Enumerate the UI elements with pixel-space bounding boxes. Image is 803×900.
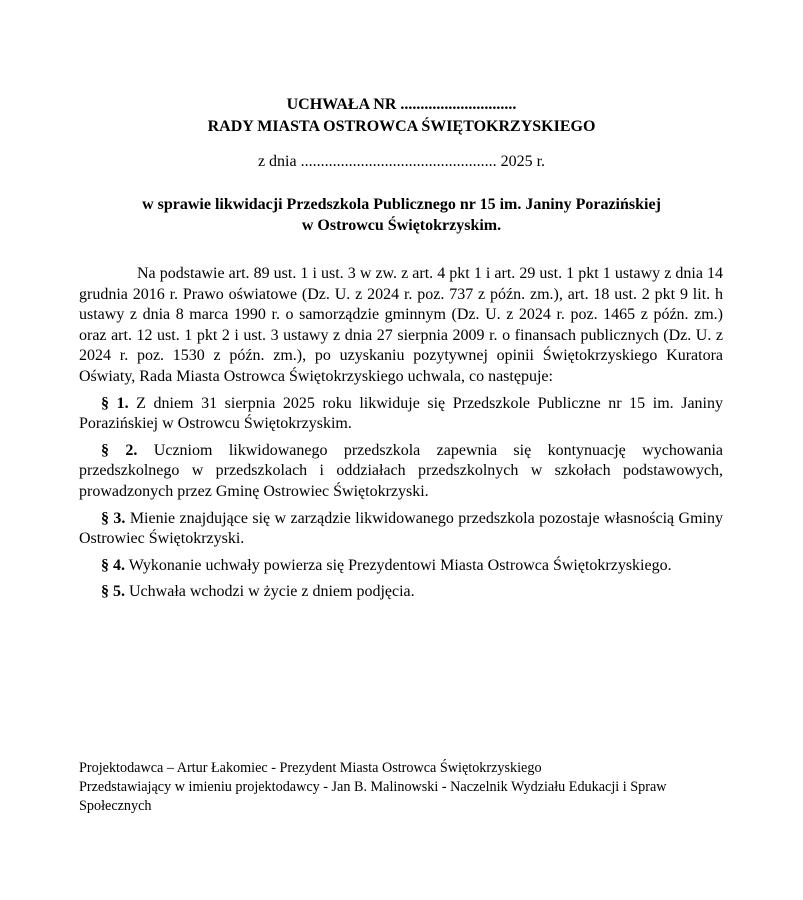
resolution-number-title: UCHWAŁA NR ............................. xyxy=(286,96,517,113)
subject-line-2: w Ostrowcu Świętokrzyskim. xyxy=(301,217,502,234)
section-1-text: Z dniem 31 sierpnia 2025 roku likwiduje się Przedszkole Publiczne nr 15 im. Janiny Porazińskiej w Ostrowcu Świętokrzyskim. xyxy=(79,394,724,433)
section-4-text: Wykonanie uchwały powierza się Prezydentowi Miasta Ostrowca Świętokrzyskiego. xyxy=(128,556,672,574)
section-4-mark: § 4. xyxy=(101,556,125,574)
section-2-mark: § 2. xyxy=(101,441,138,459)
document-body xyxy=(79,264,723,603)
footer-presenter: Przedstawiający w imieniu projektodawcy - Jan B. Malinowski - Naczelnik Wydziału Edukacji i Spraw Społecznych xyxy=(79,779,667,814)
section-3-mark: § 3. xyxy=(101,509,126,527)
council-name-title: RADY MIASTA OSTROWCA ŚWIĘTOKRZYSKIEGO xyxy=(207,118,596,135)
section-5 xyxy=(79,582,723,603)
section-2 xyxy=(79,441,723,503)
section-5-mark: § 5. xyxy=(101,583,125,601)
resolution-date: z dnia ................................................. 2025 r. xyxy=(257,153,546,170)
section-5-text: Uchwała wchodzi w życie z dniem podjęcia. xyxy=(129,583,415,601)
footer-proposer: Projektodawca – Artur Łakomiec - Prezydent Miasta Ostrowca Świętokrzyskiego xyxy=(79,760,542,776)
section-1 xyxy=(79,394,723,435)
subject-line-1: w sprawie likwidacji Przedszkola Publicznego nr 15 im. Janiny Porazińskiej xyxy=(142,196,661,213)
section-2-text: Uczniom likwidowanego przedszkola zapewnia się kontynuację wychowania przedszkolnego w przedszkolach i oddziałach przedszkolnych w szkołach podstawowych, prowadzonych przez Gminę Ostrowiec Świętokrzyski. xyxy=(79,441,724,500)
section-3-text: Mienie znajdujące się w zarządzie likwidowanego przedszkola pozostaje własnością Gminy Ostrowiec Świętokrzyski. xyxy=(79,509,723,548)
resolution-subject xyxy=(0,194,803,236)
legal-basis-preamble: Na podstawie art. 89 ust. 1 i ust. 3 w zw. z art. 4 pkt 1 i art. 29 ust. 1 pkt 1 ustawy z dnia 14 grudnia 2016 r. Prawo oświatowe (Dz. U. z 2024 r. poz. 737 z późn. zm.), art. 18 ust. 2 pkt 9 lit. h ustawy z dnia 8 marca 1990 r. o samorządzie gminnym (Dz. U. z 2024 r. poz. 1465 z późn. zm.) oraz art. 12 ust. 1 pkt 2 i ust. 3 ustawy z dnia 27 sierpnia 2009 r. o finansach publicznych (Dz. U. z 2024 r. poz. 1530 z późn. zm.), po uzyskaniu pozytywnej opinii Świętokrzyskiego Kuratora Oświaty, Rada Miasta Ostrowca Świętokrzyskiego uchwala, co następuje: xyxy=(79,265,723,385)
section-3 xyxy=(79,509,723,550)
section-1-mark: § 1. xyxy=(101,394,129,412)
section-4 xyxy=(79,556,723,577)
document-footer xyxy=(79,759,729,816)
